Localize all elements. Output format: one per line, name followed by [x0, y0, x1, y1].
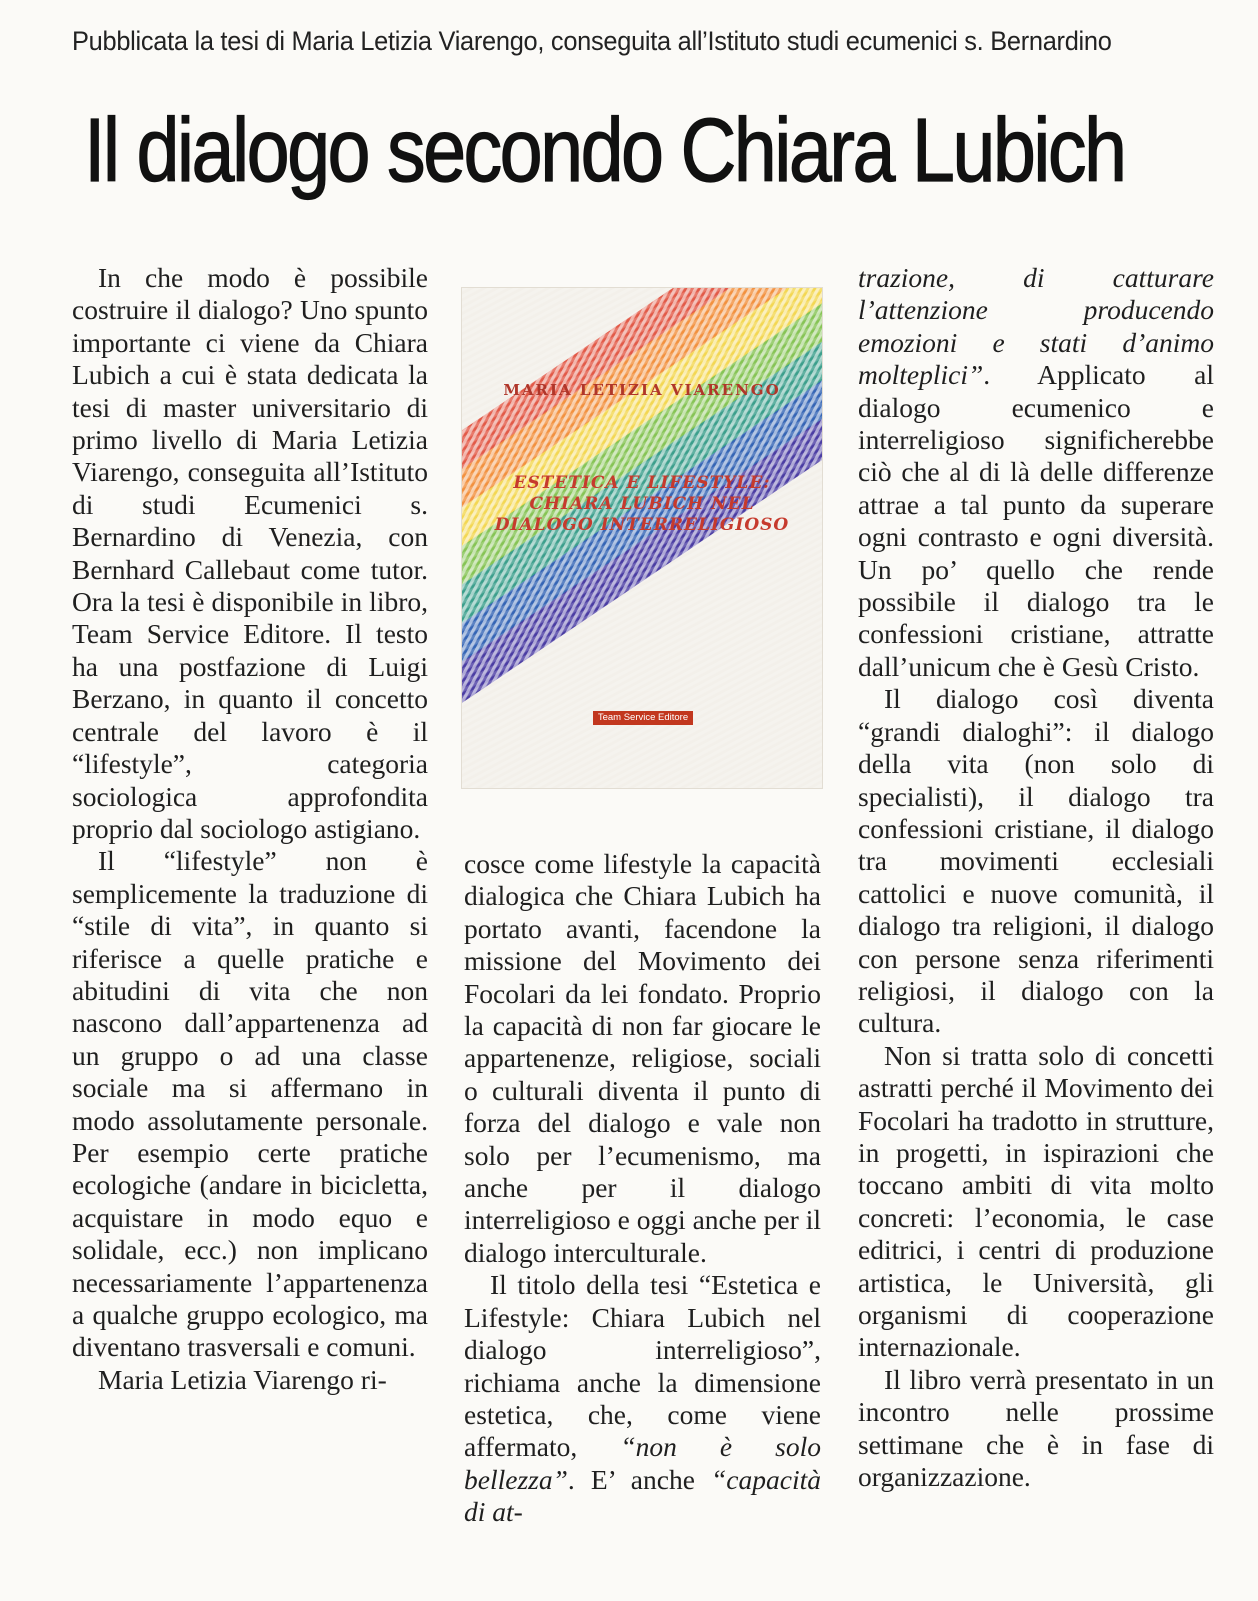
- paragraph: [858, 262, 1214, 683]
- cover-publisher-logo: Team Service Editore: [593, 711, 693, 725]
- cover-title-line: ESTETICA E LIFESTYLE:: [513, 473, 771, 493]
- paragraph: In che modo è possibile costruire il dialogo? Uno spunto importante ci viene da Chiara Lubich a cui è stata dedicata la tesi di master universitario di primo livello di Maria Letizia Viarengo, conseguita all’Istituto di studi Ecumenici s. Bernardino di Venezia, con Bernhard Callebaut come tutor. Ora la tesi è disponibile in libro, Team Service Editore. Il testo ha una postfazione di Luigi Berzano, in quanto il concetto centrale del lavoro è il “lifestyle”, categoria sociologica approfondita proprio dal sociologo astigiano.: [72, 262, 428, 844]
- cover-title: [480, 473, 804, 536]
- paragraph: Non si tratta solo di concetti astratti perché il Movimento dei Focolari ha tradotto in strutture, in progetti, in ispirazioni che toccano ambiti di vita molto concreti: l’economia, le case editrici, i centri di produzione artistica, le Università, gli organismi di cooperazione internazionale.: [858, 1039, 1214, 1363]
- quote: trazione, di catturare l’attenzione producendo emozioni e stati d’animo molteplici”: [858, 262, 1214, 391]
- cover-title-line: CHIARA LUBICH NEL: [529, 494, 755, 514]
- paragraph: cosce come lifestyle la capacità dialogica che Chiara Lubich ha portato avanti, facendone la missione del Movimento dei Focolari da lei fondato. Proprio la capacità di non far giocare le appartenenze, religiose, sociali o culturali diventa il punto di forza del dialogo e vale non solo per l’ecumenismo, ma anche per il dialogo interreligioso e oggi anche per il dialogo interculturale.: [464, 848, 821, 1268]
- article-column-2: [464, 848, 821, 1529]
- text-run: . Applicato al dialogo ecumenico e interreligioso significherebbe ciò che al di là delle differenze attrae a tal punto da superare ogni contrasto e ogni diversità. Un po’ quello che rende possibile il dialogo tra le confessioni cristiane, attratte dall’unicum che è Gesù Cristo.: [858, 359, 1214, 682]
- headline: Il dialogo secondo Chiara Lubich: [84, 101, 1125, 201]
- overtitle: Pubblicata la tesi di Maria Letizia Viarengo, conseguita all’Istituto studi ecumenici s. Bernardino: [72, 26, 1112, 56]
- cover-author: MARIA LETIZIA VIARENGO: [503, 381, 781, 399]
- paragraph: [464, 1269, 821, 1528]
- paragraph: Il “lifestyle” non è semplicemente la traduzione di “stile di vita”, in quanto si riferisce a quelle pratiche e abitudini di vita che non nascono dall’appartenenza ad un gruppo o ad una classe sociale ma si affermano in modo assolutamente personale. Per esempio certe pratiche ecologiche (andare in bicicletta, acquistare in modo equo e solidale, ecc.) non implicano necessariamente l’appartenenza a qualche gruppo ecologico, ma diventano trasversali e comuni.: [72, 845, 428, 1363]
- quote: “capacità di at-: [464, 1463, 821, 1528]
- text-run: . E’ anche: [567, 1463, 711, 1495]
- quote: “non è solo bellezza”: [464, 1431, 822, 1495]
- paragraph: Il dialogo così diventa “grandi dialoghi”: il dialogo della vita (non solo di specialisti), il dialogo tra confessioni cristiane, il dialogo tra movimenti ecclesiali cattolici e nuove comunità, il dialogo tra religioni, il dialogo con persone senza riferimenti religiosi, il dialogo con la cultura.: [858, 683, 1214, 1039]
- cover-title-line: DIALOGO INTERRELIGIOSO: [494, 515, 790, 535]
- text-run: Il titolo della tesi “Estetica e Lifestyle: Chiara Lubich nel dialogo interreligioso”, richiama anche la dimensione estetica, che, come viene affermato,: [464, 1269, 821, 1463]
- article-column-3: [858, 262, 1214, 1493]
- paragraph: Il libro verrà presentato in un incontro nelle prossime settimane che è in fase di organizzazione.: [858, 1363, 1214, 1493]
- book-cover-image: [462, 288, 822, 788]
- paragraph: Maria Letizia Viarengo ri-: [98, 1363, 387, 1395]
- article-column-1: [72, 262, 428, 1396]
